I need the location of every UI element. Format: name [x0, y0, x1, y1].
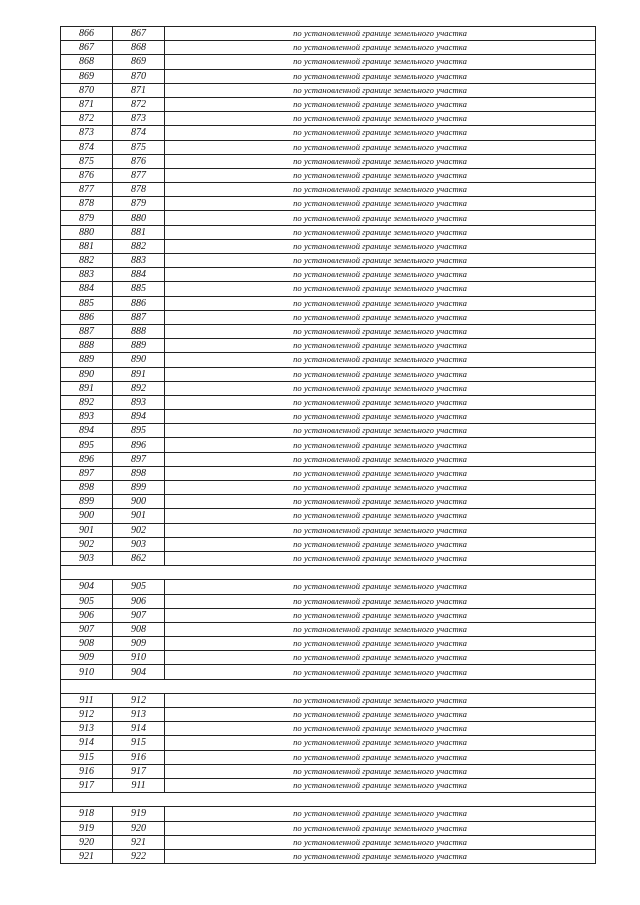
from-point-cell: 894: [61, 424, 113, 438]
table-row: [61, 112, 596, 126]
from-point-cell: 900: [61, 509, 113, 523]
to-point-cell: 871: [113, 83, 165, 97]
boundary-table-body: [61, 27, 596, 864]
from-point-cell: 895: [61, 438, 113, 452]
table-row: [61, 622, 596, 636]
to-point-cell: 876: [113, 154, 165, 168]
table-row: [61, 651, 596, 665]
table-row: [61, 381, 596, 395]
to-point-cell: 887: [113, 310, 165, 324]
to-point-cell: 911: [113, 778, 165, 792]
table-row: [61, 708, 596, 722]
to-point-cell: 878: [113, 183, 165, 197]
to-point-cell: 922: [113, 849, 165, 863]
to-point-cell: 872: [113, 97, 165, 111]
boundary-description-cell: по установленной границе земельного участка: [165, 750, 596, 764]
to-point-cell: 893: [113, 395, 165, 409]
boundary-description-cell: по установленной границе земельного участка: [165, 395, 596, 409]
from-point-cell: 871: [61, 97, 113, 111]
to-point-cell: 900: [113, 495, 165, 509]
table-row: [61, 594, 596, 608]
boundary-description-cell: по установленной границе земельного участка: [165, 551, 596, 565]
to-point-cell: 901: [113, 509, 165, 523]
from-point-cell: 911: [61, 693, 113, 707]
boundary-description-cell: по установленной границе земельного участка: [165, 622, 596, 636]
from-point-cell: 920: [61, 835, 113, 849]
table-row: [61, 83, 596, 97]
to-point-cell: 904: [113, 665, 165, 679]
from-point-cell: 880: [61, 225, 113, 239]
table-row: [61, 154, 596, 168]
section-separator-row: [61, 679, 596, 693]
boundary-description-cell: по установленной границе земельного участка: [165, 296, 596, 310]
from-point-cell: 904: [61, 580, 113, 594]
boundary-description-cell: по установленной границе земельного участка: [165, 495, 596, 509]
table-row: [61, 736, 596, 750]
to-point-cell: 915: [113, 736, 165, 750]
boundary-description-cell: по установленной границе земельного участка: [165, 83, 596, 97]
from-point-cell: 876: [61, 168, 113, 182]
table-row: [61, 778, 596, 792]
to-point-cell: 921: [113, 835, 165, 849]
to-point-cell: 882: [113, 239, 165, 253]
table-row: [61, 97, 596, 111]
from-point-cell: 890: [61, 367, 113, 381]
to-point-cell: 870: [113, 69, 165, 83]
table-row: [61, 282, 596, 296]
from-point-cell: 912: [61, 708, 113, 722]
separator-cell: [61, 793, 596, 807]
table-row: [61, 410, 596, 424]
from-point-cell: 915: [61, 750, 113, 764]
from-point-cell: 887: [61, 324, 113, 338]
from-point-cell: 886: [61, 310, 113, 324]
from-point-cell: 919: [61, 821, 113, 835]
table-row: [61, 69, 596, 83]
boundary-description-cell: по установленной границе земельного участка: [165, 254, 596, 268]
table-row: [61, 268, 596, 282]
to-point-cell: 869: [113, 55, 165, 69]
table-row: [61, 438, 596, 452]
table-row: [61, 481, 596, 495]
to-point-cell: 916: [113, 750, 165, 764]
to-point-cell: 909: [113, 637, 165, 651]
table-row: [61, 722, 596, 736]
boundary-description-cell: по установленной границе земельного участка: [165, 466, 596, 480]
boundary-description-cell: по установленной границе земельного участка: [165, 608, 596, 622]
boundary-description-cell: по установленной границе земельного участка: [165, 693, 596, 707]
table-row: [61, 27, 596, 41]
to-point-cell: 886: [113, 296, 165, 310]
to-point-cell: 895: [113, 424, 165, 438]
from-point-cell: 891: [61, 381, 113, 395]
to-point-cell: 875: [113, 140, 165, 154]
to-point-cell: 920: [113, 821, 165, 835]
boundary-description-cell: по установленной границе земельного участка: [165, 764, 596, 778]
table-row: [61, 523, 596, 537]
to-point-cell: 903: [113, 537, 165, 551]
boundary-description-cell: по установленной границе земельного участка: [165, 324, 596, 338]
boundary-description-cell: по установленной границе земельного участка: [165, 282, 596, 296]
boundary-description-cell: по установленной границе земельного участка: [165, 126, 596, 140]
to-point-cell: 908: [113, 622, 165, 636]
boundary-description-cell: по установленной границе земельного участка: [165, 140, 596, 154]
from-point-cell: 889: [61, 353, 113, 367]
boundary-description-cell: по установленной границе земельного участка: [165, 55, 596, 69]
to-point-cell: 874: [113, 126, 165, 140]
boundary-description-cell: по установленной границе земельного участка: [165, 849, 596, 863]
from-point-cell: 888: [61, 339, 113, 353]
boundary-description-cell: по установленной границе земельного участка: [165, 183, 596, 197]
from-point-cell: 918: [61, 807, 113, 821]
from-point-cell: 903: [61, 551, 113, 565]
from-point-cell: 879: [61, 211, 113, 225]
separator-cell: [61, 566, 596, 580]
to-point-cell: 902: [113, 523, 165, 537]
from-point-cell: 896: [61, 452, 113, 466]
to-point-cell: 862: [113, 551, 165, 565]
table-row: [61, 339, 596, 353]
table-row: [61, 197, 596, 211]
boundary-description-cell: по установленной границе земельного участка: [165, 310, 596, 324]
table-row: [61, 665, 596, 679]
boundary-description-cell: по установленной границе земельного участка: [165, 637, 596, 651]
from-point-cell: 872: [61, 112, 113, 126]
table-row: [61, 452, 596, 466]
table-row: [61, 211, 596, 225]
table-row: [61, 495, 596, 509]
boundary-description-cell: по установленной границе земельного участка: [165, 509, 596, 523]
table-row: [61, 395, 596, 409]
to-point-cell: 897: [113, 452, 165, 466]
boundary-description-cell: по установленной границе земельного участка: [165, 211, 596, 225]
to-point-cell: 880: [113, 211, 165, 225]
boundary-table: [60, 26, 596, 864]
boundary-description-cell: по установленной границе земельного участка: [165, 594, 596, 608]
table-row: [61, 764, 596, 778]
table-row: [61, 821, 596, 835]
table-row: [61, 693, 596, 707]
boundary-description-cell: по установленной границе земельного участка: [165, 239, 596, 253]
to-point-cell: 892: [113, 381, 165, 395]
from-point-cell: 921: [61, 849, 113, 863]
boundary-description-cell: по установленной границе земельного участка: [165, 523, 596, 537]
table-row: [61, 296, 596, 310]
table-row: [61, 41, 596, 55]
boundary-description-cell: по установленной границе земельного участка: [165, 225, 596, 239]
from-point-cell: 881: [61, 239, 113, 253]
to-point-cell: 881: [113, 225, 165, 239]
boundary-description-cell: по установленной границе земельного участка: [165, 410, 596, 424]
from-point-cell: 907: [61, 622, 113, 636]
from-point-cell: 885: [61, 296, 113, 310]
to-point-cell: 905: [113, 580, 165, 594]
from-point-cell: 910: [61, 665, 113, 679]
from-point-cell: 870: [61, 83, 113, 97]
table-row: [61, 537, 596, 551]
from-point-cell: 875: [61, 154, 113, 168]
boundary-description-cell: по установленной границе земельного участка: [165, 537, 596, 551]
from-point-cell: 884: [61, 282, 113, 296]
to-point-cell: 896: [113, 438, 165, 452]
to-point-cell: 912: [113, 693, 165, 707]
from-point-cell: 899: [61, 495, 113, 509]
boundary-description-cell: по установленной границе земельного участка: [165, 452, 596, 466]
to-point-cell: 910: [113, 651, 165, 665]
to-point-cell: 906: [113, 594, 165, 608]
boundary-description-cell: по установленной границе земельного участка: [165, 268, 596, 282]
table-row: [61, 168, 596, 182]
from-point-cell: 868: [61, 55, 113, 69]
boundary-description-cell: по установленной границе земельного участка: [165, 424, 596, 438]
table-row: [61, 126, 596, 140]
to-point-cell: 917: [113, 764, 165, 778]
table-row: [61, 254, 596, 268]
to-point-cell: 899: [113, 481, 165, 495]
table-row: [61, 424, 596, 438]
table-row: [61, 183, 596, 197]
from-point-cell: 882: [61, 254, 113, 268]
separator-cell: [61, 679, 596, 693]
to-point-cell: 907: [113, 608, 165, 622]
table-row: [61, 55, 596, 69]
from-point-cell: 901: [61, 523, 113, 537]
to-point-cell: 919: [113, 807, 165, 821]
to-point-cell: 913: [113, 708, 165, 722]
boundary-description-cell: по установленной границе земельного участка: [165, 665, 596, 679]
from-point-cell: 906: [61, 608, 113, 622]
boundary-description-cell: по установленной границе земельного участка: [165, 112, 596, 126]
table-row: [61, 608, 596, 622]
table-row: [61, 466, 596, 480]
table-row: [61, 551, 596, 565]
from-point-cell: 898: [61, 481, 113, 495]
from-point-cell: 867: [61, 41, 113, 55]
to-point-cell: 868: [113, 41, 165, 55]
table-row: [61, 225, 596, 239]
table-row: [61, 140, 596, 154]
boundary-description-cell: по установленной границе земельного участка: [165, 835, 596, 849]
to-point-cell: 885: [113, 282, 165, 296]
boundary-description-cell: по установленной границе земельного участка: [165, 367, 596, 381]
from-point-cell: 893: [61, 410, 113, 424]
to-point-cell: 889: [113, 339, 165, 353]
boundary-description-cell: по установленной границе земельного участка: [165, 821, 596, 835]
table-row: [61, 637, 596, 651]
from-point-cell: 916: [61, 764, 113, 778]
boundary-description-cell: по установленной границе земельного участка: [165, 722, 596, 736]
from-point-cell: 866: [61, 27, 113, 41]
boundary-description-cell: по установленной границе земельного участка: [165, 41, 596, 55]
table-row: [61, 750, 596, 764]
from-point-cell: 883: [61, 268, 113, 282]
from-point-cell: 892: [61, 395, 113, 409]
from-point-cell: 874: [61, 140, 113, 154]
from-point-cell: 878: [61, 197, 113, 211]
table-row: [61, 353, 596, 367]
boundary-description-cell: по установленной границе земельного участка: [165, 197, 596, 211]
table-row: [61, 849, 596, 863]
table-row: [61, 580, 596, 594]
from-point-cell: 873: [61, 126, 113, 140]
boundary-description-cell: по установленной границе земельного участка: [165, 736, 596, 750]
to-point-cell: 914: [113, 722, 165, 736]
boundary-description-cell: по установленной границе земельного участка: [165, 69, 596, 83]
to-point-cell: 867: [113, 27, 165, 41]
section-separator-row: [61, 793, 596, 807]
boundary-description-cell: по установленной границе земельного участка: [165, 807, 596, 821]
from-point-cell: 909: [61, 651, 113, 665]
table-row: [61, 509, 596, 523]
boundary-description-cell: по установленной границе земельного участка: [165, 154, 596, 168]
boundary-description-cell: по установленной границе земельного участка: [165, 381, 596, 395]
from-point-cell: 902: [61, 537, 113, 551]
to-point-cell: 898: [113, 466, 165, 480]
boundary-description-cell: по установленной границе земельного участка: [165, 353, 596, 367]
table-row: [61, 807, 596, 821]
table-row: [61, 367, 596, 381]
from-point-cell: 897: [61, 466, 113, 480]
boundary-description-cell: по установленной границе земельного участка: [165, 168, 596, 182]
to-point-cell: 894: [113, 410, 165, 424]
from-point-cell: 914: [61, 736, 113, 750]
boundary-description-cell: по установленной границе земельного участка: [165, 651, 596, 665]
to-point-cell: 877: [113, 168, 165, 182]
boundary-description-cell: по установленной границе земельного участка: [165, 481, 596, 495]
from-point-cell: 917: [61, 778, 113, 792]
from-point-cell: 913: [61, 722, 113, 736]
from-point-cell: 905: [61, 594, 113, 608]
boundary-description-cell: по установленной границе земельного участка: [165, 778, 596, 792]
to-point-cell: 883: [113, 254, 165, 268]
boundary-description-cell: по установленной границе земельного участка: [165, 580, 596, 594]
to-point-cell: 891: [113, 367, 165, 381]
to-point-cell: 879: [113, 197, 165, 211]
table-row: [61, 310, 596, 324]
from-point-cell: 877: [61, 183, 113, 197]
boundary-description-cell: по установленной границе земельного участка: [165, 27, 596, 41]
boundary-description-cell: по установленной границе земельного участка: [165, 339, 596, 353]
table-row: [61, 835, 596, 849]
table-row: [61, 239, 596, 253]
boundary-description-cell: по установленной границе земельного участка: [165, 97, 596, 111]
from-point-cell: 908: [61, 637, 113, 651]
table-row: [61, 324, 596, 338]
to-point-cell: 888: [113, 324, 165, 338]
from-point-cell: 869: [61, 69, 113, 83]
section-separator-row: [61, 566, 596, 580]
boundary-description-cell: по установленной границе земельного участка: [165, 438, 596, 452]
boundary-description-cell: по установленной границе земельного участка: [165, 708, 596, 722]
to-point-cell: 884: [113, 268, 165, 282]
to-point-cell: 873: [113, 112, 165, 126]
to-point-cell: 890: [113, 353, 165, 367]
